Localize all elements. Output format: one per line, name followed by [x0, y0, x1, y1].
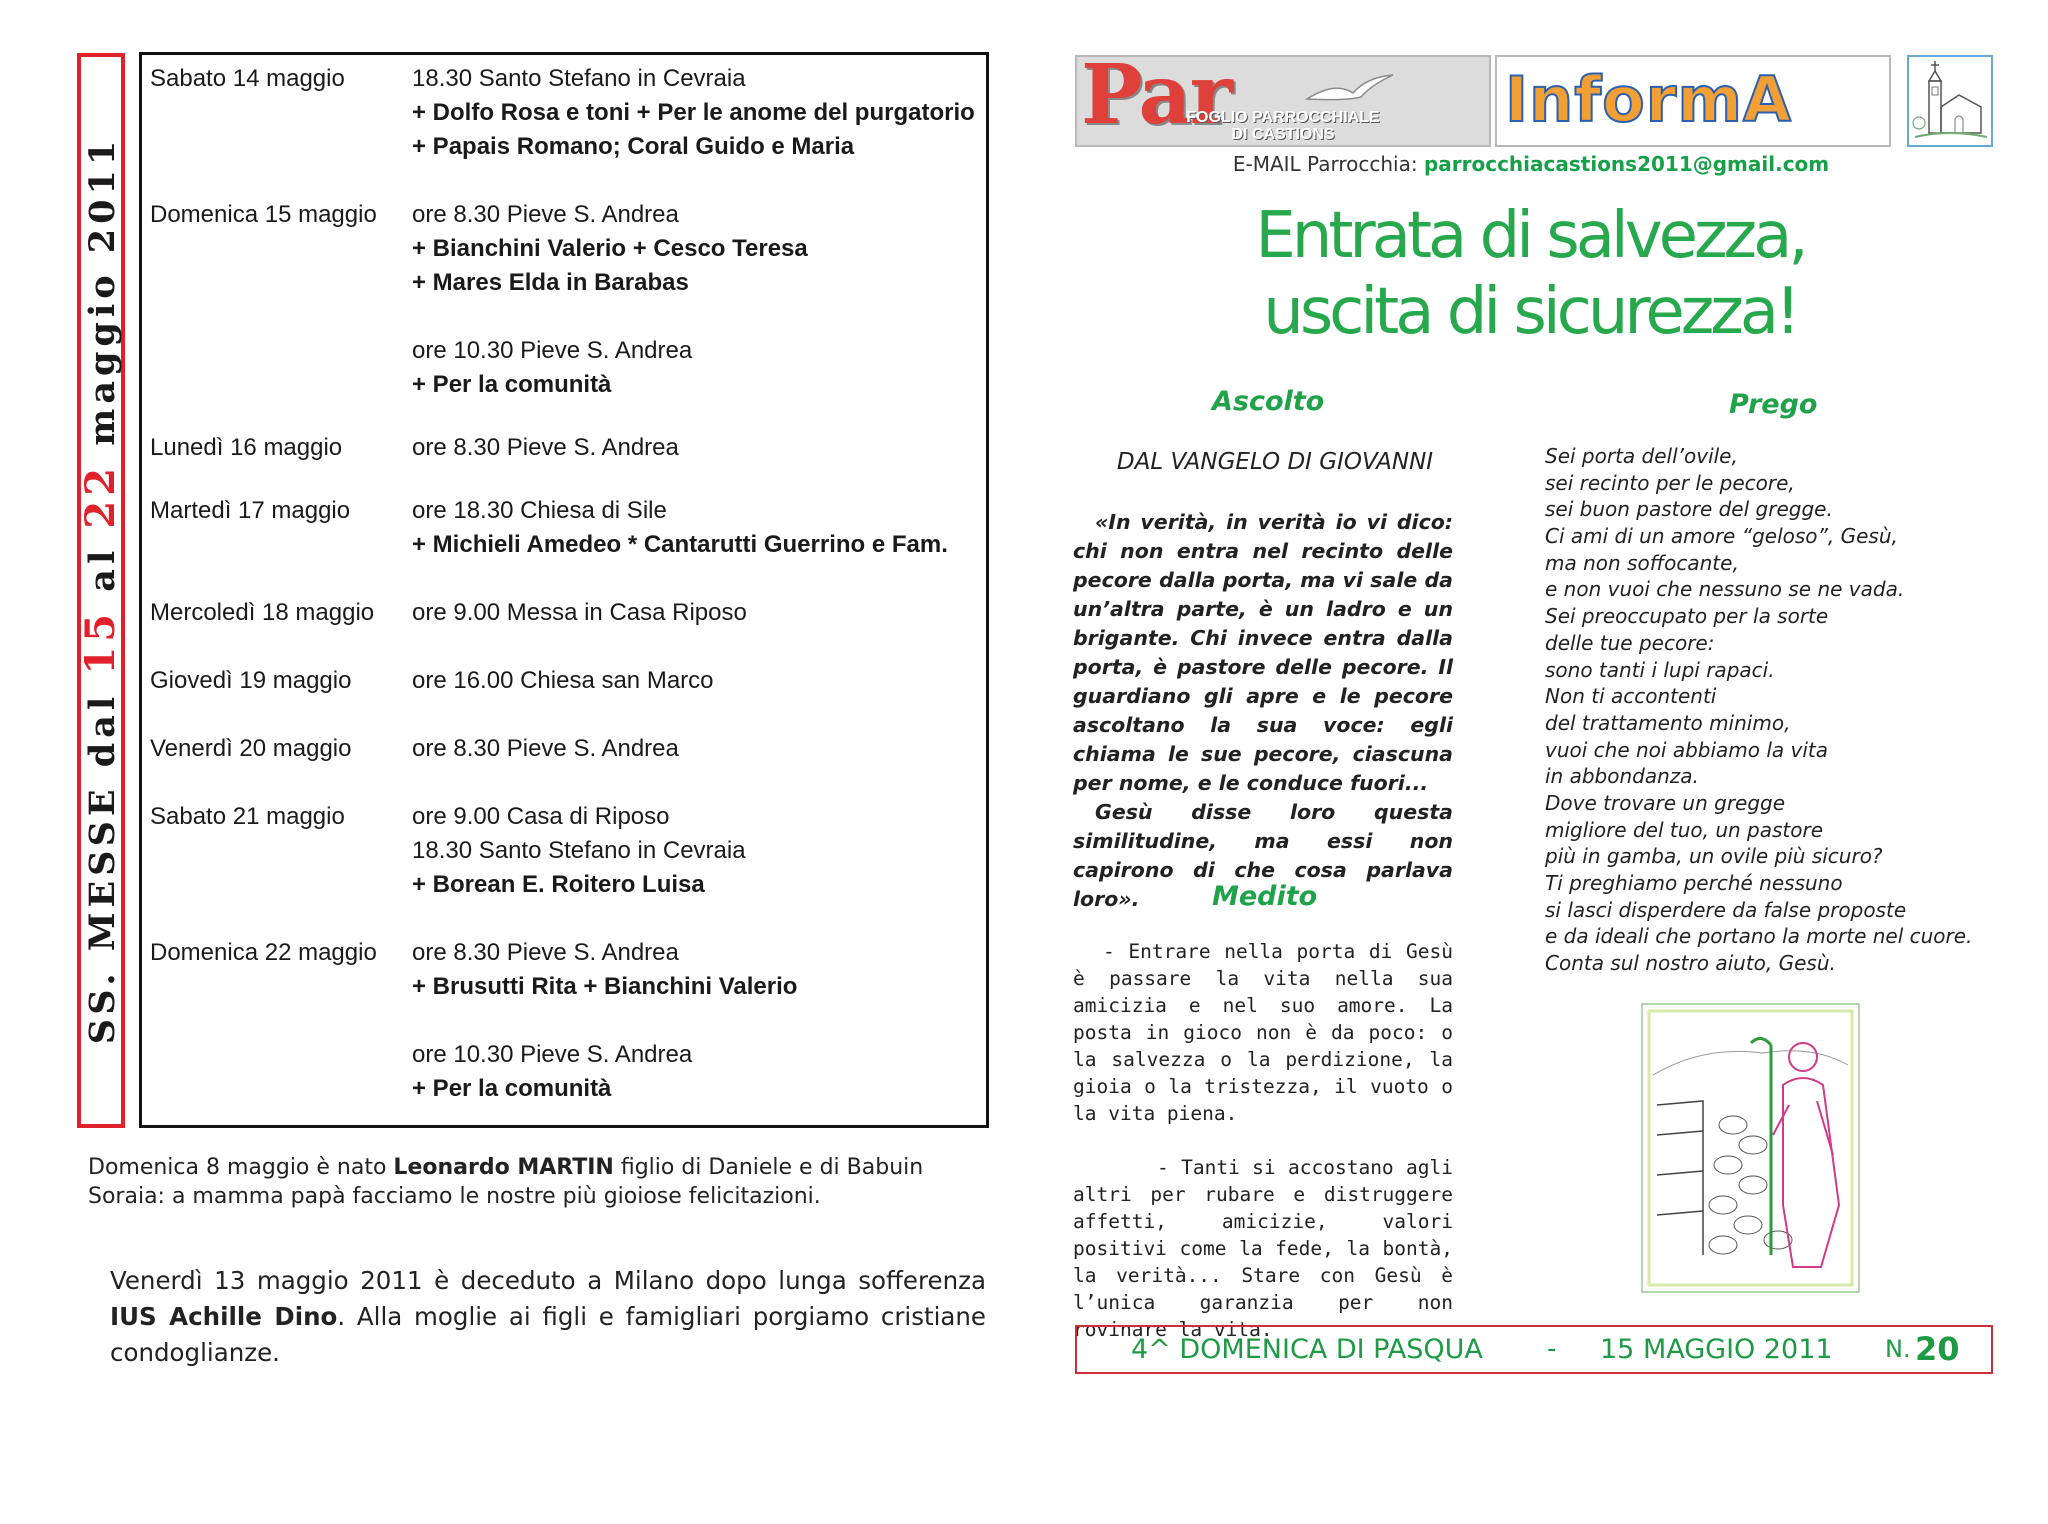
schedule-line: ore 9.00 Messa in Casa Riposo [412, 599, 747, 626]
schedule-day: Giovedì 19 maggio [150, 667, 352, 694]
prego-line: delle tue pecore: [1545, 630, 1715, 655]
schedule-day: Domenica 22 maggio [150, 939, 377, 966]
vertical-title-part2: al [82, 528, 123, 609]
prego-line: si lasci disperdere da false proposte [1545, 897, 1907, 922]
good-shepherd-illustration [1641, 1003, 1860, 1293]
prego-line: Sei porta dell’ovile, [1545, 444, 1738, 468]
birth-notice-text: figlio di Daniele e di Babuin Soraia: a mamma papà facciamo le nostre più gioiose felicitazioni. [88, 1155, 924, 1209]
schedule-intention: + Per la comunità [412, 1075, 612, 1102]
schedule-intention: + Borean E. Roitero Luisa [412, 871, 705, 898]
prego-line: Ci ami di un amore “geloso”, Gesù, [1545, 524, 1898, 549]
schedule-line: ore 8.30 Pieve S. Andrea [412, 201, 679, 228]
death-notice [110, 1263, 986, 1371]
masthead-inform: InformA [1505, 63, 1792, 136]
schedule-day: Sabato 14 maggio [150, 65, 345, 92]
prego-line: sei buon pastore del gregge. [1545, 497, 1833, 522]
vertical-title-box [77, 53, 125, 1128]
masthead-par-block [1075, 47, 1491, 147]
headline [1130, 198, 1930, 350]
prego-line: e da ideali che portano la morte nel cuore. [1545, 924, 1973, 949]
prego-line: del trattamento minimo, [1545, 710, 1791, 735]
schedule-line: ore 10.30 Pieve S. Andrea [412, 337, 693, 364]
schedule-intention: + Dolfo Rosa e toni + Per le anome del purgatorio [412, 99, 975, 126]
prego-poem [1545, 443, 2015, 977]
prego-line: Non ti accontenti [1545, 684, 1717, 709]
prego-line: Ti preghiamo perché nessuno [1545, 871, 1843, 895]
issue-footer [1075, 1325, 1993, 1374]
medito-text [1073, 938, 1453, 1370]
masthead-inform-block [1495, 55, 1891, 147]
good-shepherd-icon [1643, 1005, 1858, 1291]
schedule-line: 18.30 Santo Stefano in Cevraia [412, 837, 746, 864]
schedule-intention: + Bianchini Valerio + Cesco Teresa [412, 235, 808, 262]
schedule-line: ore 10.30 Pieve S. Andrea [412, 1041, 693, 1068]
schedule-intention: + Per la comunità [412, 371, 612, 398]
church-logo-icon [1909, 57, 1991, 145]
masthead-par: Par [1081, 47, 1231, 143]
schedule-intention: + Papais Romano; Coral Guido e Maria [412, 133, 855, 160]
prego-line: e non vuoi che nessuno se ne vada. [1545, 577, 1905, 602]
prego-line: Dove trovare un gregge [1545, 790, 1786, 815]
schedule-line: ore 8.30 Pieve S. Andrea [412, 434, 679, 461]
prego-title: Prego [1729, 389, 1818, 420]
schedule-line: ore 9.00 Casa di Riposo [412, 803, 670, 830]
footer-dash: - [1547, 1334, 1557, 1364]
prego-line: Conta sul nostro aiuto, Gesù. [1545, 951, 1836, 976]
headline-line-2: uscita di sicurezza! [1263, 275, 1797, 349]
gospel-paragraph: Gesù disse loro questa similitudine, ma essi non capirono di che cosa parlava loro». [1073, 800, 1453, 911]
vertical-title-part3: maggio 2011 [82, 135, 123, 463]
schedule-intention: + Brusutti Rita + Bianchini Valerio [412, 973, 798, 1000]
medito-paragraph: - Entrare nella porta di Gesù è passare la vita nella sua amicizia e nel suo amore. La posta in gioco non è da poco: o la salvezza o la perdizione, la gioia o la tristezza, il vuoto o la vita piena. [1073, 940, 1453, 1125]
birth-notice-text: Domenica 8 maggio è nato [88, 1155, 394, 1180]
schedule-day: Lunedì 16 maggio [150, 434, 343, 461]
gospel-paragraph: «In verità, in verità io vi dico: chi non entra nel recinto delle pecore dalla porta, ma vi sale da un’altra parte, è un ladro e un brigante. Chi invece entra dalla porta, è pastore delle pecore. Il guardiano gli apre e le pecore ascoltano la sua voce: egli chiama le sue pecore, ciascuna per nome, e le conduce fuori... [1073, 510, 1453, 795]
footer-sunday: 4^ DOMENICA DI PASQUA [1131, 1334, 1483, 1365]
schedule-line: 18.30 Santo Stefano in Cevraia [412, 65, 746, 92]
gospel-text [1073, 508, 1453, 914]
schedule-day: Domenica 15 maggio [150, 201, 377, 228]
footer-number: 20 [1915, 1330, 1960, 1368]
email-label: E-MAIL Parrocchia: [1232, 152, 1424, 176]
footer-number-label: N. [1885, 1335, 1911, 1363]
seagull-logo-icon [1305, 71, 1395, 111]
prego-line: Sei preoccupato per la sorte [1545, 604, 1829, 629]
schedule-intention: + Michieli Amedeo * Cantarutti Guerrino e Fam. [412, 531, 948, 558]
vertical-title-part1: SS. MESSE dal [82, 674, 123, 1045]
schedule-line: ore 8.30 Pieve S. Andrea [412, 735, 679, 762]
death-notice-text: . Alla moglie ai figli e famigliari porgiamo cristiane condoglianze. [110, 1302, 986, 1367]
birth-notice-name: Leonardo MARTIN [393, 1155, 614, 1180]
church-logo [1907, 55, 1993, 147]
medito-title: Medito [1212, 881, 1318, 912]
death-notice-name: IUS Achille Dino [110, 1302, 338, 1331]
email-address-link[interactable]: parrocchiacastions2011@gmail.com [1423, 152, 1830, 176]
prego-line: ma non soffocante, [1545, 550, 1739, 575]
prego-line: più in gamba, un ovile più sicuro? [1545, 844, 1883, 869]
headline-line-1: Entrata di salvezza, [1255, 199, 1805, 273]
prego-line: in abbondanza. [1545, 764, 1699, 789]
footer-date: 15 MAGGIO 2011 [1600, 1334, 1833, 1365]
death-notice-text: Venerdì 13 maggio 2011 è deceduto a Milano dopo lunga sofferenza [110, 1266, 986, 1295]
birth-notice [88, 1153, 988, 1211]
schedule-day: Venerdì 20 maggio [150, 735, 352, 762]
schedule-line: ore 8.30 Pieve S. Andrea [412, 939, 679, 966]
prego-line: sei recinto per le pecore, [1545, 470, 1795, 495]
email-line [1075, 152, 1987, 176]
ascolto-title: Ascolto [1212, 386, 1325, 417]
prego-line: migliore del tuo, un pastore [1545, 817, 1824, 842]
schedule-day: Martedì 17 maggio [150, 497, 351, 524]
masthead-subtitle-1: FOGLIO PARROCCHIALE [1186, 109, 1380, 126]
schedule-line: ore 16.00 Chiesa san Marco [412, 667, 714, 694]
prego-line: sono tanti i lupi rapaci. [1545, 657, 1775, 682]
vertical-title-num1: 15 [77, 608, 124, 675]
vertical-title-num2: 22 [77, 462, 124, 529]
vangelo-heading: DAL VANGELO DI GIOVANNI [1116, 449, 1434, 475]
schedule-day: Sabato 21 maggio [150, 803, 345, 830]
schedule-intention: + Mares Elda in Barabas [412, 269, 689, 296]
schedule-line: ore 18.30 Chiesa di Sile [412, 497, 667, 524]
masthead-subtitle-2: DI CASTIONS [1231, 126, 1335, 143]
medito-paragraph: - Tanti si accostano agli altri per rubare e distruggere affetti, amicizie, valori positivi come la fede, la bontà, la verità... Stare con Gesù è l’unica garanzia per non rovinare la vita. [1073, 1156, 1453, 1341]
schedule-day: Mercoledì 18 maggio [150, 599, 375, 626]
prego-line: vuoi che noi abbiamo la vita [1545, 737, 1829, 762]
vertical-title [77, 68, 124, 1112]
